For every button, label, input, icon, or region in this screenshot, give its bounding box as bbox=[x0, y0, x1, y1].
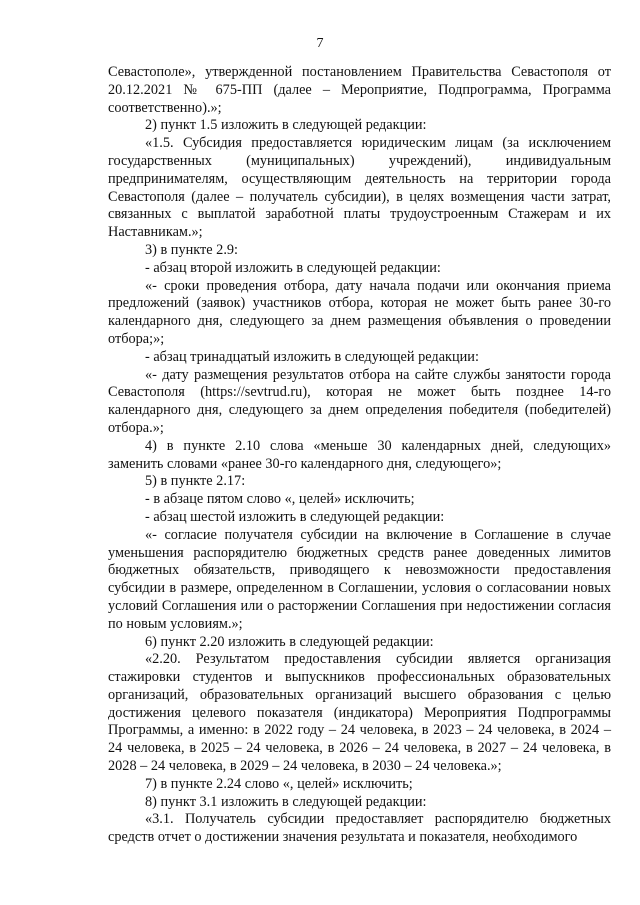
paragraph: 8) пункт 3.1 изложить в следующей редакции: bbox=[145, 793, 427, 810]
paragraph: «3.1. Получатель субсидии предоставляет распорядителю бюджетных средств отчет о достижении значения результата и показателя, необходимого bbox=[108, 811, 611, 846]
page-number: 7 bbox=[316, 36, 324, 51]
paragraph: «1.5. Субсидия предоставляется юридическим лицам (за исключением государственных (муниципальных) учреждений), индивидуальным предпринимателям, осуществляющим деятельность на территории города Севастополя (далее – получатель субсидии), в целях возмещения части затрат, связанных с выплатой заработной платы трудоустроенным Стажерам и их Наставникам.»; bbox=[108, 135, 611, 241]
paragraph: 4) в пункте 2.10 слова «меньше 30 календарных дней, следующих» заменить словами «ранее 30-го календарного дня, следующего»; bbox=[108, 437, 611, 472]
paragraph: 7) в пункте 2.24 слово «, целей» исключить; bbox=[145, 775, 413, 792]
paragraph: «2.20. Результатом предоставления субсидии является организация стажировки студентов и выпускников профессиональных образовательных организаций, образовательных организаций высшего образования с целью достижения целевого показателя (индикатора) Мероприятия Подпрограммы Программы, а именно: в 2022 году – 24 человека, в 2023 – 24 человека, в 2024 – 24 человека, в 2025 – 24 человека, в 2026 – 24 человека, в 2027 – 24 человека, в 2028 – 24 человека, в 2029 – 24 человека, в 2030 – 24 человека.»; bbox=[108, 651, 611, 775]
paragraph: 3) в пункте 2.9: bbox=[145, 241, 239, 258]
paragraph: 2) пункт 1.5 изложить в следующей редакции: bbox=[145, 117, 427, 134]
paragraph: «- дату размещения результатов отбора на сайте службы занятости города Севастополя (https://sevtrud.ru), которая не может быть позднее 14-го календарного дня, следующего за днем определения победителя (победителей) отбора.»; bbox=[108, 366, 611, 436]
document-body bbox=[108, 64, 611, 847]
paragraph: «- сроки проведения отбора, дату начала подачи или окончания приема предложений (заявок) участников отбора, которая не может быть ранее 30-го календарного дня, следующего за днем размещения объявления о проведении отбора;»; bbox=[108, 277, 611, 347]
paragraph: - абзац тринадцатый изложить в следующей редакции: bbox=[145, 348, 479, 365]
paragraph: 6) пункт 2.20 изложить в следующей редакции: bbox=[145, 633, 434, 650]
paragraph: - в абзаце пятом слово «, целей» исключить; bbox=[145, 491, 415, 508]
paragraph: «- согласие получателя субсидии на включение в Соглашение в случае уменьшения распорядителю бюджетных средств ранее доведенных лимитов бюджетных обязательств, приводящего к невозможности предоставления субсидии в размере, определенном в Соглашении, условия о согласовании новых условий Соглашения или о расторжении Соглашения при недостижении согласия по новым условиям.»; bbox=[108, 526, 611, 632]
paragraph: 5) в пункте 2.17: bbox=[145, 473, 246, 490]
paragraph: - абзац второй изложить в следующей редакции: bbox=[145, 259, 441, 276]
paragraph: - абзац шестой изложить в следующей редакции: bbox=[145, 508, 445, 525]
paragraph-continuation: Севастополе», утвержденной постановлением Правительства Севастополя от 20.12.2021 № 675-ПП (далее – Мероприятие, Подпрограмма, Программа соответственно).»; bbox=[108, 64, 611, 116]
